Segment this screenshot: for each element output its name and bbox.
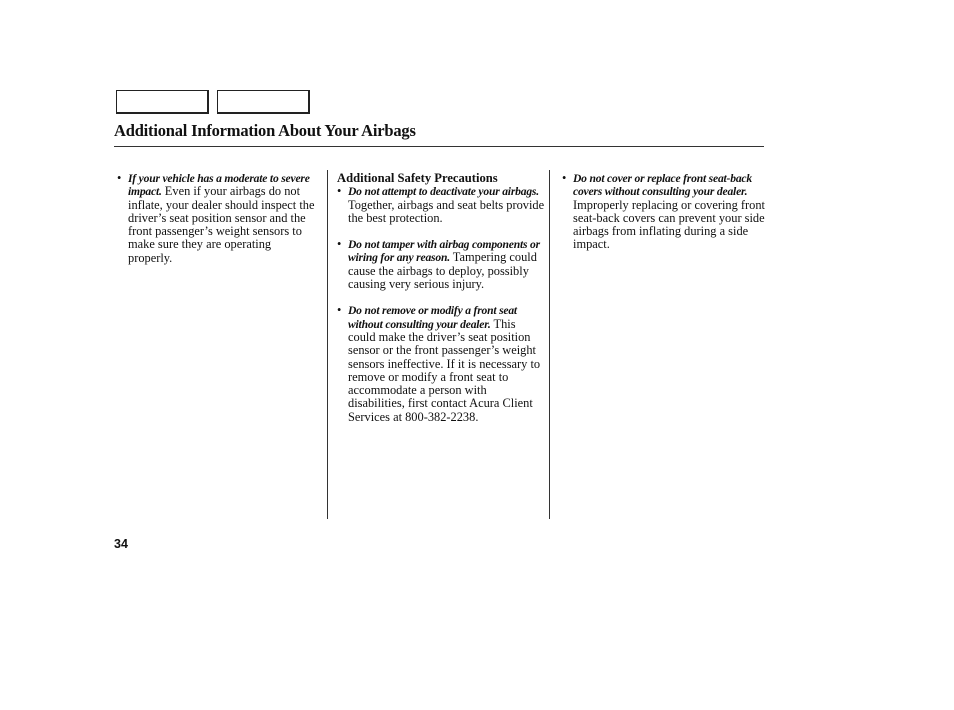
bullet-body-text: Even if your airbags do not inflate, your dealer should inspect the driver’s seat position sensor and the front passenger’s weight sensors to make sure they are operating properly.	[128, 184, 315, 265]
bullet-body-text: This could make the driver’s seat position sensor or the front passenger’s weight sensors ineffective. If it is necessary to remove or modify a front seat to accommodate a person with disabilities, first contact Acura Client Services at 800-382-2238.	[348, 316, 541, 424]
bullet-marker: •	[337, 303, 342, 318]
title-divider	[114, 146, 764, 147]
bullet-marker: •	[562, 171, 567, 185]
bullet-lead-text: If your vehicle has a moderate to severe impact.	[128, 172, 310, 199]
bullet-lead-text: Do not remove or modify a front seat without consulting your dealer.	[348, 304, 517, 331]
nav-button-previous[interactable]	[116, 90, 209, 114]
column-2	[337, 172, 545, 437]
bullet-item	[562, 172, 768, 252]
bullet-body-text: Improperly replacing or covering front seat-back covers can prevent your side airbags from inflating during a side impact.	[573, 197, 765, 252]
bullet-lead-text: Do not attempt to deactivate your airbags.	[348, 185, 539, 199]
bullet-marker: •	[117, 171, 122, 185]
section-heading: Additional Safety Precautions	[337, 171, 498, 185]
page-title: Additional Information About Your Airbags	[114, 121, 416, 140]
bullet-item	[337, 185, 545, 225]
nav-button-next[interactable]	[217, 90, 310, 114]
bullet-marker: •	[337, 237, 342, 252]
bullet-item	[337, 304, 545, 424]
bullet-lead-text: Do not cover or replace front seat-back covers without consulting your dealer.	[573, 172, 752, 199]
bullet-item	[337, 238, 545, 291]
column-divider-2	[549, 170, 550, 519]
page-number: 34	[114, 537, 128, 551]
bullet-body-text: Together, airbags and seat belts provide the best protection.	[348, 197, 545, 225]
bullet-item	[117, 172, 317, 265]
column-1	[117, 172, 317, 278]
bullet-body-text: Tampering could cause the airbags to deploy, possibly causing very serious injury.	[348, 250, 537, 292]
bullet-lead-text: Do not tamper with airbag components or wiring for any reason.	[348, 238, 540, 265]
column-divider-1	[327, 170, 328, 519]
column-3	[562, 172, 768, 265]
bullet-marker: •	[337, 184, 342, 199]
